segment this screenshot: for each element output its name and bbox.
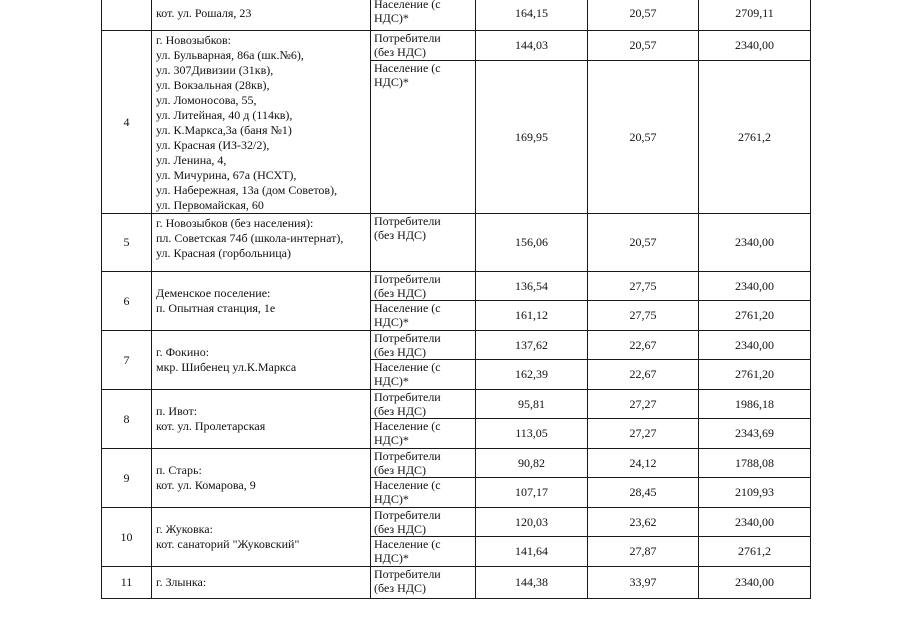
consumer-category: Население (с НДС)*	[371, 419, 476, 449]
tariff-value-1: 162,39	[476, 360, 588, 390]
consumer-category: Потребители (без НДС)	[371, 508, 476, 537]
heat-source-address: кот. ул. Рошаля, 23	[152, 0, 371, 31]
table-row	[102, 331, 811, 360]
tariff-table-page	[101, 0, 811, 640]
tariff-table-body	[102, 0, 811, 599]
table-row	[102, 508, 811, 537]
tariff-value-1: 137,62	[476, 331, 588, 360]
tariff-value-2: 24,12	[588, 449, 699, 478]
heat-source-address: п. Старь: кот. ул. Комарова, 9	[152, 449, 371, 508]
row-number: 10	[102, 508, 152, 567]
tariff-value-1: 169,95	[476, 61, 588, 214]
tariff-value-1: 161,12	[476, 301, 588, 331]
tariff-value-3: 2340,00	[699, 272, 811, 301]
tariff-value-1: 156,06	[476, 214, 588, 272]
table-row	[102, 0, 811, 31]
tariff-value-1: 90,82	[476, 449, 588, 478]
tariff-value-3: 2340,00	[699, 214, 811, 272]
tariff-value-2: 27,27	[588, 419, 699, 449]
row-number: 4	[102, 31, 152, 214]
tariff-value-1: 113,05	[476, 419, 588, 449]
tariff-value-1: 164,15	[476, 0, 588, 31]
row-number: 9	[102, 449, 152, 508]
table-row	[102, 449, 811, 478]
tariff-value-3: 1986,18	[699, 390, 811, 419]
tariff-table	[101, 0, 811, 599]
heat-source-address: г. Жуковка: кот. санаторий "Жуковский"	[152, 508, 371, 567]
tariff-value-2: 20,57	[588, 31, 699, 61]
consumer-category: Потребители (без НДС)	[371, 272, 476, 301]
consumer-category: Потребители (без НДС)	[371, 31, 476, 61]
heat-source-address: Деменское поселение: п. Опытная станция, 1е	[152, 272, 371, 331]
heat-source-address: г. Фокино: мкр. Шибенец ул.К.Маркса	[152, 331, 371, 390]
tariff-value-2: 20,57	[588, 0, 699, 31]
table-row	[102, 390, 811, 419]
tariff-value-1: 120,03	[476, 508, 588, 537]
tariff-value-3: 2109,93	[699, 478, 811, 508]
tariff-value-3: 2340,00	[699, 567, 811, 599]
heat-source-address: г. Новозыбков (без населения): пл. Советская 74б (школа-интернат), ул. Красная (горбольница)	[152, 214, 371, 272]
tariff-value-1: 107,17	[476, 478, 588, 508]
consumer-category: Население (с НДС)*	[371, 478, 476, 508]
tariff-value-3: 2761,2	[699, 61, 811, 214]
consumer-category: Потребители (без НДС)	[371, 567, 476, 599]
tariff-value-3: 2761,20	[699, 360, 811, 390]
tariff-value-1: 136,54	[476, 272, 588, 301]
consumer-category: Потребители (без НДС)	[371, 449, 476, 478]
tariff-value-3: 2343,69	[699, 419, 811, 449]
tariff-value-3: 2340,00	[699, 31, 811, 61]
tariff-value-1: 141,64	[476, 537, 588, 567]
table-row	[102, 567, 811, 599]
tariff-value-2: 27,75	[588, 272, 699, 301]
row-number	[102, 0, 152, 31]
tariff-value-2: 23,62	[588, 508, 699, 537]
row-number: 5	[102, 214, 152, 272]
tariff-value-2: 22,67	[588, 360, 699, 390]
tariff-value-2: 27,75	[588, 301, 699, 331]
heat-source-address: г. Новозыбков: ул. Бульварная, 86а (шк.№6), ул. 307Дивизии (31кв), ул. Вокзальная (28кв), ул. Ломоносова, 55, ул. Литейная, 40 д (114кв), ул. К.Маркса,3а (баня №1) ул. Красная (ИЗ-32/2), ул. Ленина, 4, ул. Мичурина, 67а (НСХТ), ул. Набережная, 13а (дом Советов), ул. Первомайская, 60	[152, 31, 371, 214]
consumer-category: Население (с НДС)*	[371, 537, 476, 567]
tariff-value-2: 27,27	[588, 390, 699, 419]
table-row	[102, 214, 811, 272]
tariff-value-1: 144,03	[476, 31, 588, 61]
tariff-value-2: 20,57	[588, 214, 699, 272]
tariff-value-3: 2761,2	[699, 537, 811, 567]
row-number: 11	[102, 567, 152, 599]
row-number: 6	[102, 272, 152, 331]
consumer-category: Потребители (без НДС)	[371, 214, 476, 272]
row-number: 8	[102, 390, 152, 449]
consumer-category: Население (с НДС)*	[371, 301, 476, 331]
table-row	[102, 31, 811, 61]
tariff-value-1: 144,38	[476, 567, 588, 599]
consumer-category: Потребители (без НДС)	[371, 331, 476, 360]
heat-source-address: г. Злынка:	[152, 567, 371, 599]
consumer-category: Население (с НДС)*	[371, 0, 476, 31]
tariff-value-2: 28,45	[588, 478, 699, 508]
tariff-value-3: 2709,11	[699, 0, 811, 31]
consumer-category: Население (с НДС)*	[371, 61, 476, 214]
consumer-category: Население (с НДС)*	[371, 360, 476, 390]
tariff-value-3: 2761,20	[699, 301, 811, 331]
table-row	[102, 272, 811, 301]
tariff-value-2: 33,97	[588, 567, 699, 599]
tariff-value-1: 95,81	[476, 390, 588, 419]
tariff-value-2: 27,87	[588, 537, 699, 567]
tariff-value-3: 1788,08	[699, 449, 811, 478]
row-number: 7	[102, 331, 152, 390]
tariff-value-2: 22,67	[588, 331, 699, 360]
tariff-value-3: 2340,00	[699, 331, 811, 360]
tariff-value-2: 20,57	[588, 61, 699, 214]
heat-source-address: п. Ивот: кот. ул. Пролетарская	[152, 390, 371, 449]
consumer-category: Потребители (без НДС)	[371, 390, 476, 419]
tariff-value-3: 2340,00	[699, 508, 811, 537]
